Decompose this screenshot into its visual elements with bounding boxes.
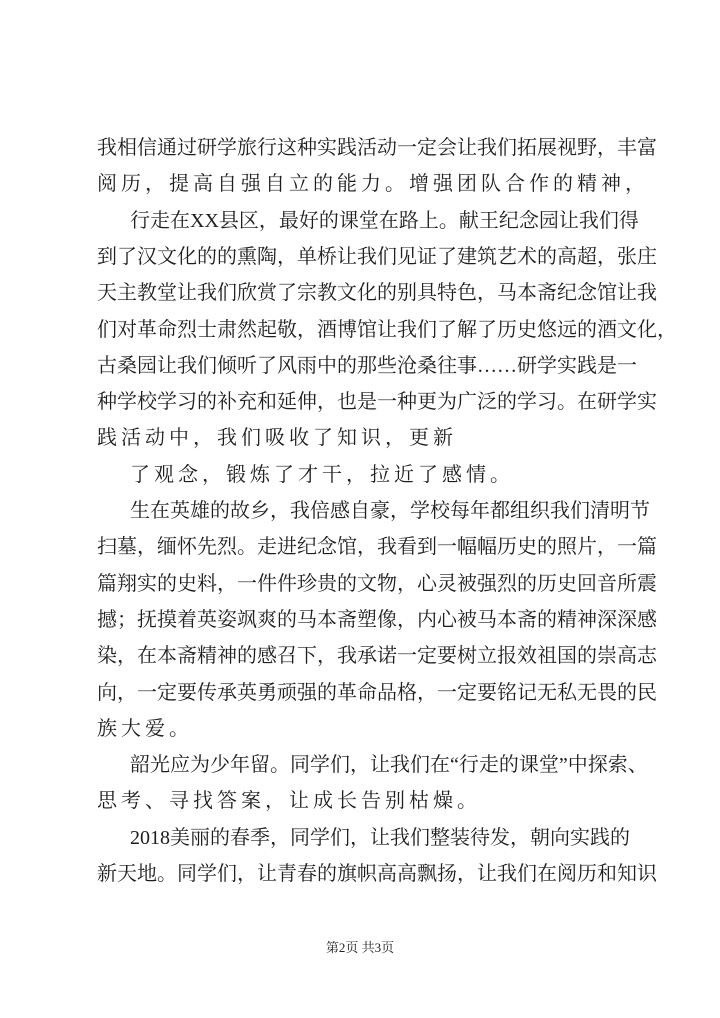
page-footer: 第2页 共3页	[325, 940, 395, 955]
text-line: 践活动中，我们吸收了知识，更新	[97, 427, 457, 450]
text-line: 撼；抚摸着英姿飒爽的马本斋塑像，内心被马本斋的精神深深感	[97, 608, 657, 631]
text-line: 天主教堂让我们欣赏了宗教文化的别具特色，马本斋纪念馆让我	[97, 282, 657, 305]
text-line: 古桑园让我们倾听了风雨中的那些沧桑往事……研学实践是一	[97, 354, 637, 377]
text-line: 族大爱。	[97, 717, 193, 740]
text-line: 行走在XX县区，最好的课堂在路上。献王纪念园让我们得	[130, 209, 639, 232]
text-line: 向，一定要传承英勇顽强的革命品格，一定要铭记无私无畏的民	[97, 681, 657, 704]
text-line: 扫墓，缅怀先烈。走进纪念馆，我看到一幅幅历史的照片，一篇	[97, 536, 657, 559]
text-line: 思考、寻找答案，让成长告别枯燥。	[97, 790, 481, 813]
text-line: 们对革命烈士肃然起敬，酒博馆让我们了解了历史悠远的酒文化，	[97, 318, 677, 341]
text-line: 新天地。同学们，让青春的旗帜高高飘扬，让我们在阅历和知识	[97, 863, 657, 885]
text-line: 2018美丽的春季，同学们，让我们整装待发，朝向实践的	[130, 826, 630, 849]
text-line: 种学校学习的补充和延伸，也是一种更为广泛的学习。在研学实	[97, 391, 657, 414]
text-line: 了观念，锻炼了才干，拉近了感情。	[130, 463, 514, 486]
text-line: 到了汉文化的的熏陶，单桥让我们见证了建筑艺术的高超，张庄	[97, 245, 657, 268]
text-line: 染，在本斋精神的感召下，我承诺一定要树立报效祖国的崇高志	[97, 645, 657, 668]
text-line: 阅历，提高自强自立的能力。增强团队合作的精神，	[97, 173, 649, 196]
text-line: 我相信通过研学旅行这种实践活动一定会让我们拓展视野，丰富	[97, 137, 657, 159]
text-line: 生在英雄的故乡，我倍感自豪，学校每年都组织我们清明节	[130, 500, 650, 522]
text-line: 韶光应为少年留。同学们，让我们在“行走的课堂”中探索、	[130, 754, 648, 777]
text-line: 篇翔实的史料，一件件珍贵的文物，心灵被强烈的历史回音所震	[97, 572, 657, 595]
